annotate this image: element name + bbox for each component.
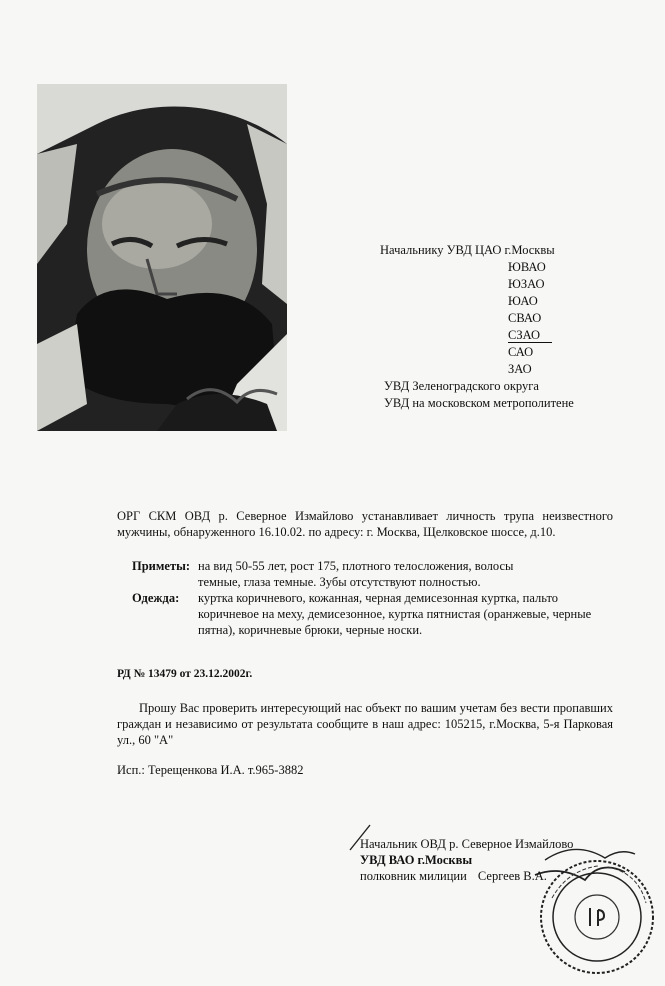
district-divider — [508, 342, 552, 343]
executor-line: Исп.: Терещенкова И.А. т.965-3882 — [117, 763, 304, 777]
addressee-zelenograd: УВД Зеленоградского округа — [384, 379, 539, 393]
district-item: СЗАО — [508, 328, 541, 342]
features-text: на вид 50-55 лет, рост 175, плотного телосложения, волосы темные, глаза темные. Зубы отсутствуют полностью. — [198, 559, 514, 589]
addressee-metro: УВД на московском метрополитене — [384, 396, 574, 410]
addressee-head: Начальнику УВД ЦАО г.Москвы — [380, 243, 555, 257]
clothing-text: куртка коричневого, кожанная, черная демисезонная куртка, пальто коричневое на меху, демисезонное, куртка пятнистая (оранжевые, черные пятна), коричневые брюки, черные носки. — [198, 591, 592, 637]
signer-department: УВД ВАО г.Москвы — [360, 853, 473, 867]
district-item: ЮАО — [508, 294, 538, 308]
district-item: СВАО — [508, 311, 542, 325]
signer-rank: полковник милиции — [360, 869, 467, 883]
district-item: ЗАО — [508, 362, 532, 376]
district-item: САО — [508, 345, 534, 359]
district-item: ЮЗАО — [508, 277, 545, 291]
features-label: Приметы: — [132, 559, 191, 573]
features-section — [117, 558, 617, 590]
request-paragraph: Прошу Вас проверить интересующий нас объект по вашим учетам без вести пропавших граждан и независимо от результата сообщите в наш адрес: 105215, г.Москва, 5-я Парковая ул., 60 "А" — [117, 701, 613, 747]
deceased-photo — [37, 84, 287, 431]
district-item: ЮВАО — [508, 260, 546, 274]
clothing-section — [117, 590, 617, 638]
rd-number: РД № 13479 от 23.12.2002г. — [117, 668, 253, 680]
signer-name: Сергеев В.А. — [477, 869, 547, 883]
clothing-label: Одежда: — [132, 591, 180, 605]
official-stamp — [538, 858, 656, 976]
intro-paragraph: ОРГ СКМ ОВД р. Северное Измайлово устанавливает личность трупа неизвестного мужчины, обнаруженного 16.10.02. по адресу: г. Москва, Щелковское шоссе, д.10. — [117, 509, 613, 539]
signer-position: Начальник ОВД р. Северное Измайлово — [360, 837, 574, 851]
